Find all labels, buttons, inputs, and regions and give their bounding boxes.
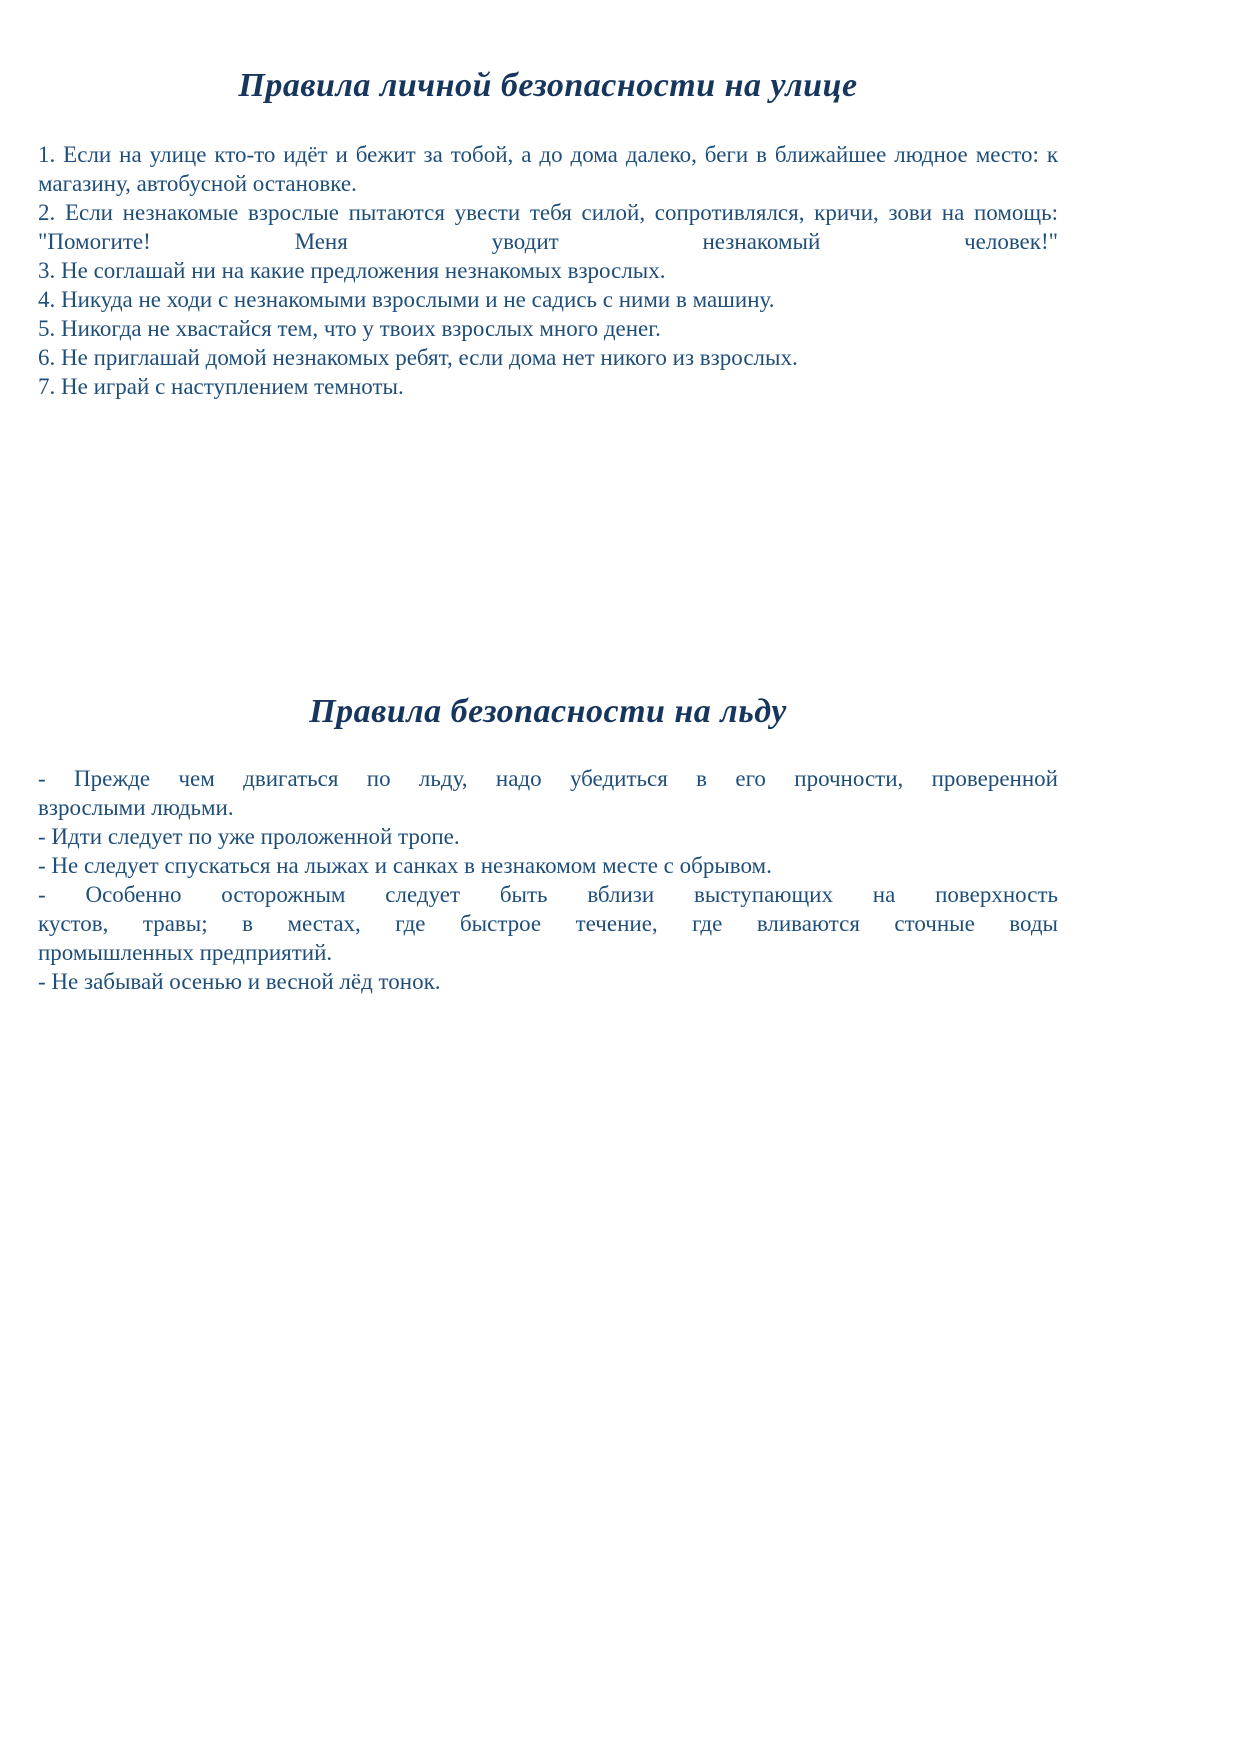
text-line: - Не следует спускаться на лыжах и санках в незнакомом месте с обрывом. [38, 853, 772, 878]
text-line: 4. Никуда не ходи с незнакомыми взрослыми и не садись с ними в машину. [38, 287, 775, 312]
text-line: - Прежде чем двигаться по льду, надо убедиться в его прочности, проверенной [38, 766, 1058, 791]
text-line: 7. Не играй с наступлением темноты. [38, 374, 404, 399]
text-line: 6. Не приглашай домой незнакомых ребят, если дома нет никого из взрослых. [38, 345, 798, 370]
text-line: - Идти следует по уже проложенной тропе. [38, 824, 460, 849]
text-line: кустов, травы; в местах, где быстрое течение, где вливаются сточные воды [38, 911, 1058, 936]
text-line: - Особенно осторожным следует быть вблизи выступающих на поверхность [38, 882, 1058, 907]
text-line: магазину, автобусной остановке. [38, 171, 357, 196]
section-title-street-safety: Правила личной безопасности на улице [238, 67, 858, 104]
text-line: "Помогите! Меня уводит незнакомый человек!" [38, 229, 1058, 254]
text-line: 5. Никогда не хвастайся тем, что у твоих взрослых много денег. [38, 316, 661, 341]
section-body-street-safety [38, 140, 1058, 401]
section-body-ice-safety [38, 764, 1058, 996]
text-line: 2. Если незнакомые взрослые пытаются увести тебя силой, сопротивлялся, кричи, зови на помощь: [38, 200, 1058, 225]
text-line: 3. Не соглашай ни на какие предложения незнакомых взрослых. [38, 258, 666, 283]
text-line: 1. Если на улице кто-то идёт и бежит за тобой, а до дома далеко, беги в ближайшее людное место: к [38, 142, 1058, 167]
text-line: - Не забывай осенью и весной лёд тонок. [38, 969, 441, 994]
text-line: взрослыми людьми. [38, 795, 234, 820]
text-line: промышленных предприятий. [38, 940, 333, 965]
section-title-ice-safety: Правила безопасности на льду [309, 693, 787, 730]
